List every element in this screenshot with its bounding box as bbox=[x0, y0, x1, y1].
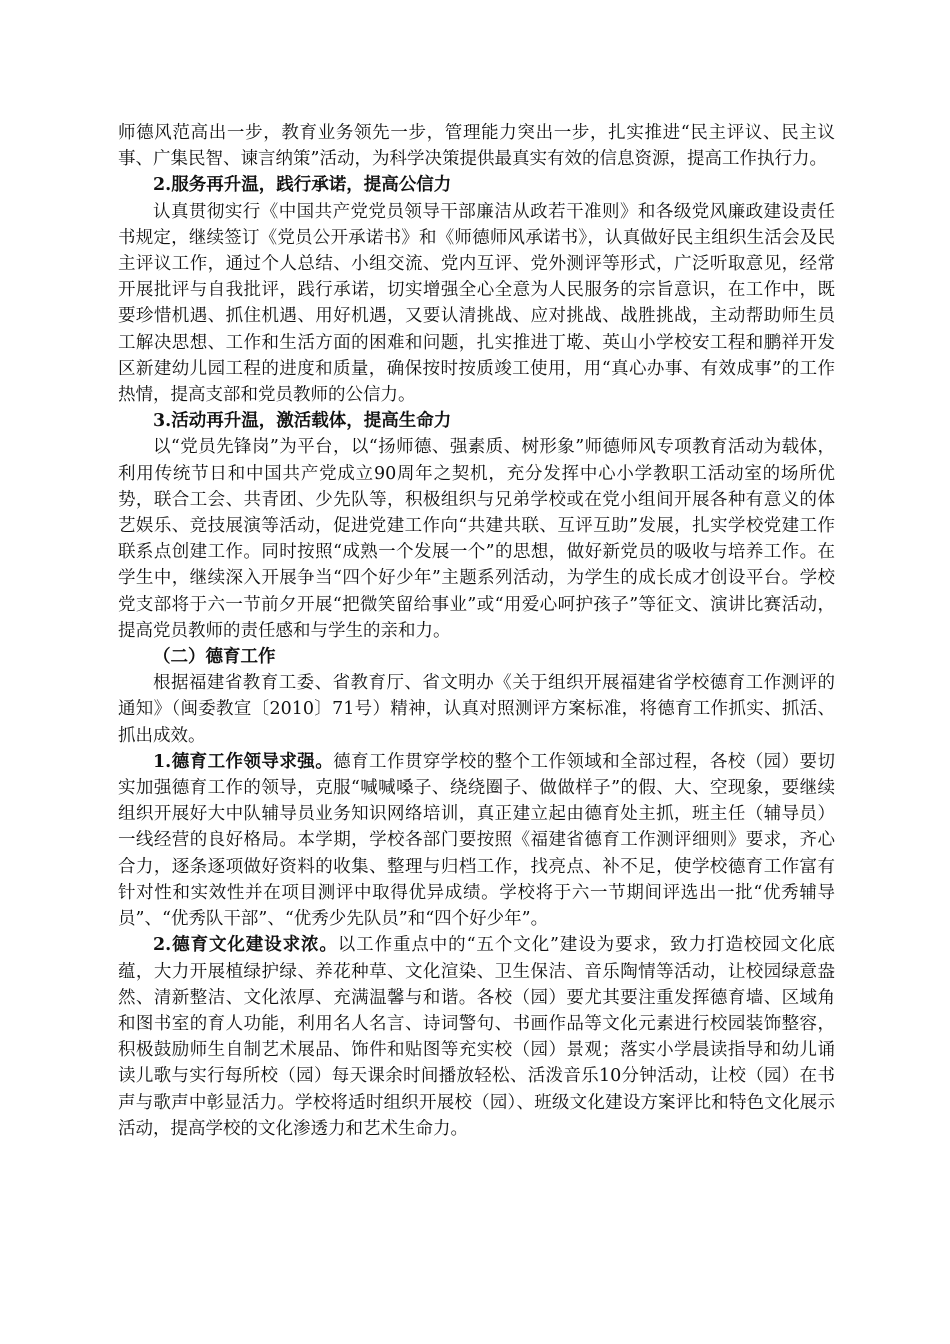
section-heading-moral: （二）德育工作 bbox=[153, 647, 276, 668]
continuation-paragraph: 师德风范高出一步，教育业务领先一步，管理能力突出一步，扎实推进“民主评议、民主议事、广集民智、谏言纳策”活动，为科学决策提供最真实有效的信息资源，提高工作执行力。 bbox=[118, 123, 835, 170]
section-heading-activity: 3.活动再升温，激活载体，提高生命力 bbox=[153, 411, 452, 432]
moral-item-1-body: 德育工作贯穿学校的整个工作领域和全部过程，各校（园）要切实加强德育工作的领导，克服“喊喊嗓子、绕绕圈子、做做样子”的假、大、空现象，要继续组织开展好大中队辅导员业务知识网络培训，真正建立起由德育处主抓，班主任（辅导员）一线经营的良好格局。本学期，学校各部门要按照《福建省德育工作测评细则》要求，齐心合力，逐条逐项做好资料的收集、整理与归档工作，找亮点、补不足，使学校德育工作富有针对性和实效性并在项目测评中取得优异成绩。学校将于六一节期间评选出一批“优秀辅导员”、“优秀队干部”、“优秀少先队员”和“四个好少年”。 bbox=[118, 751, 835, 930]
moral-item-2-body: 以工作重点中的“五个文化”建设为要求，致力打造校园文化底蕴，大力开展植绿护绿、养花种草、文化渲染、卫生保洁、音乐陶情等活动，让校园绿意盎然、清新整洁、文化浓厚、充满温馨与和谐。各校（园）要尤其要注重发挥德育墙、区域角和图书室的育人功能，利用名人名言、诗词警句、书画作品等文化元素进行校园装饰整容，积极鼓励师生自制艺术展品、饰件和贴图等充实校（园）景观；落实小学晨读指导和幼儿诵读儿歌与实行每所校（园）每天课余时间播放轻松、活泼音乐10分钟活动，让校（园）在书声与歌声中彰显活力。学校将适时组织开展校（园）、班级文化建设方案评比和特色文化展示活动，提高学校的文化渗透力和艺术生命力。 bbox=[118, 935, 835, 1139]
moral-item-2 bbox=[118, 932, 835, 1142]
moral-item-1-lead: 1.德育工作领导求强。 bbox=[153, 751, 334, 772]
section-heading-service: 2.服务再升温，践行承诺，提高公信力 bbox=[153, 175, 452, 196]
section-body-activity: 以“党员先锋岗”为平台，以“扬师德、强素质、树形象”师德师风专项教育活动为载体，利用传统节日和中国共产党成立90周年之契机，充分发挥中心小学教职工活动室的场所优势，联合工会、共青团、少先队等，积极组织与兄弟学校或在党小组间开展各种有意义的体艺娱乐、竞技展演等活动，促进党建工作向“共建共联、互评互助”发展，扎实学校党建工作联系点创建工作。同时按照“成熟一个发展一个”的思想，做好新党员的吸收与培养工作。在学生中，继续深入开展争当“四个好少年”主题系列活动，为学生的成长成才创设平台。学校党支部将于六一节前夕开展“把微笑留给事业”或“用爱心呵护孩子”等征文、演讲比赛活动，提高党员教师的责任感和与学生的亲和力。 bbox=[118, 437, 835, 641]
section-intro-moral: 根据福建省教育工委、省教育厅、省文明办《关于组织开展福建省学校德育工作测评的通知》（闽委教宣〔2010〕71号）精神，认真对照测评方案标准，将德育工作抓实、抓活、抓出成效。 bbox=[118, 673, 835, 746]
moral-item-1 bbox=[118, 749, 835, 932]
section-body-service: 认真贯彻实行《中国共产党党员领导干部廉洁从政若干准则》和各级党风廉政建设责任书规定，继续签订《党员公开承诺书》和《师德师风承诺书》，认真做好民主组织生活会及民主评议工作，通过个人总结、小组交流、党内互评、党外测评等形式，广泛听取意见，经常开展批评与自我批评，践行承诺，切实增强全心全意为人民服务的宗旨意识，在工作中，既要珍惜机遇、抓住机遇、用好机遇，又要认清挑战、应对挑战、战胜挑战，主动帮助师生员工解决思想、工作和生活方面的困难和问题，扎实推进丁墘、英山小学校安工程和鹏祥开发区新建幼儿园工程的进度和质量，确保按时按质竣工使用，用“真心办事、有效成事”的工作热情，提高支部和党员教师的公信力。 bbox=[118, 201, 835, 406]
moral-item-2-lead: 2.德育文化建设求浓。 bbox=[153, 935, 338, 956]
document-page bbox=[118, 120, 835, 1142]
